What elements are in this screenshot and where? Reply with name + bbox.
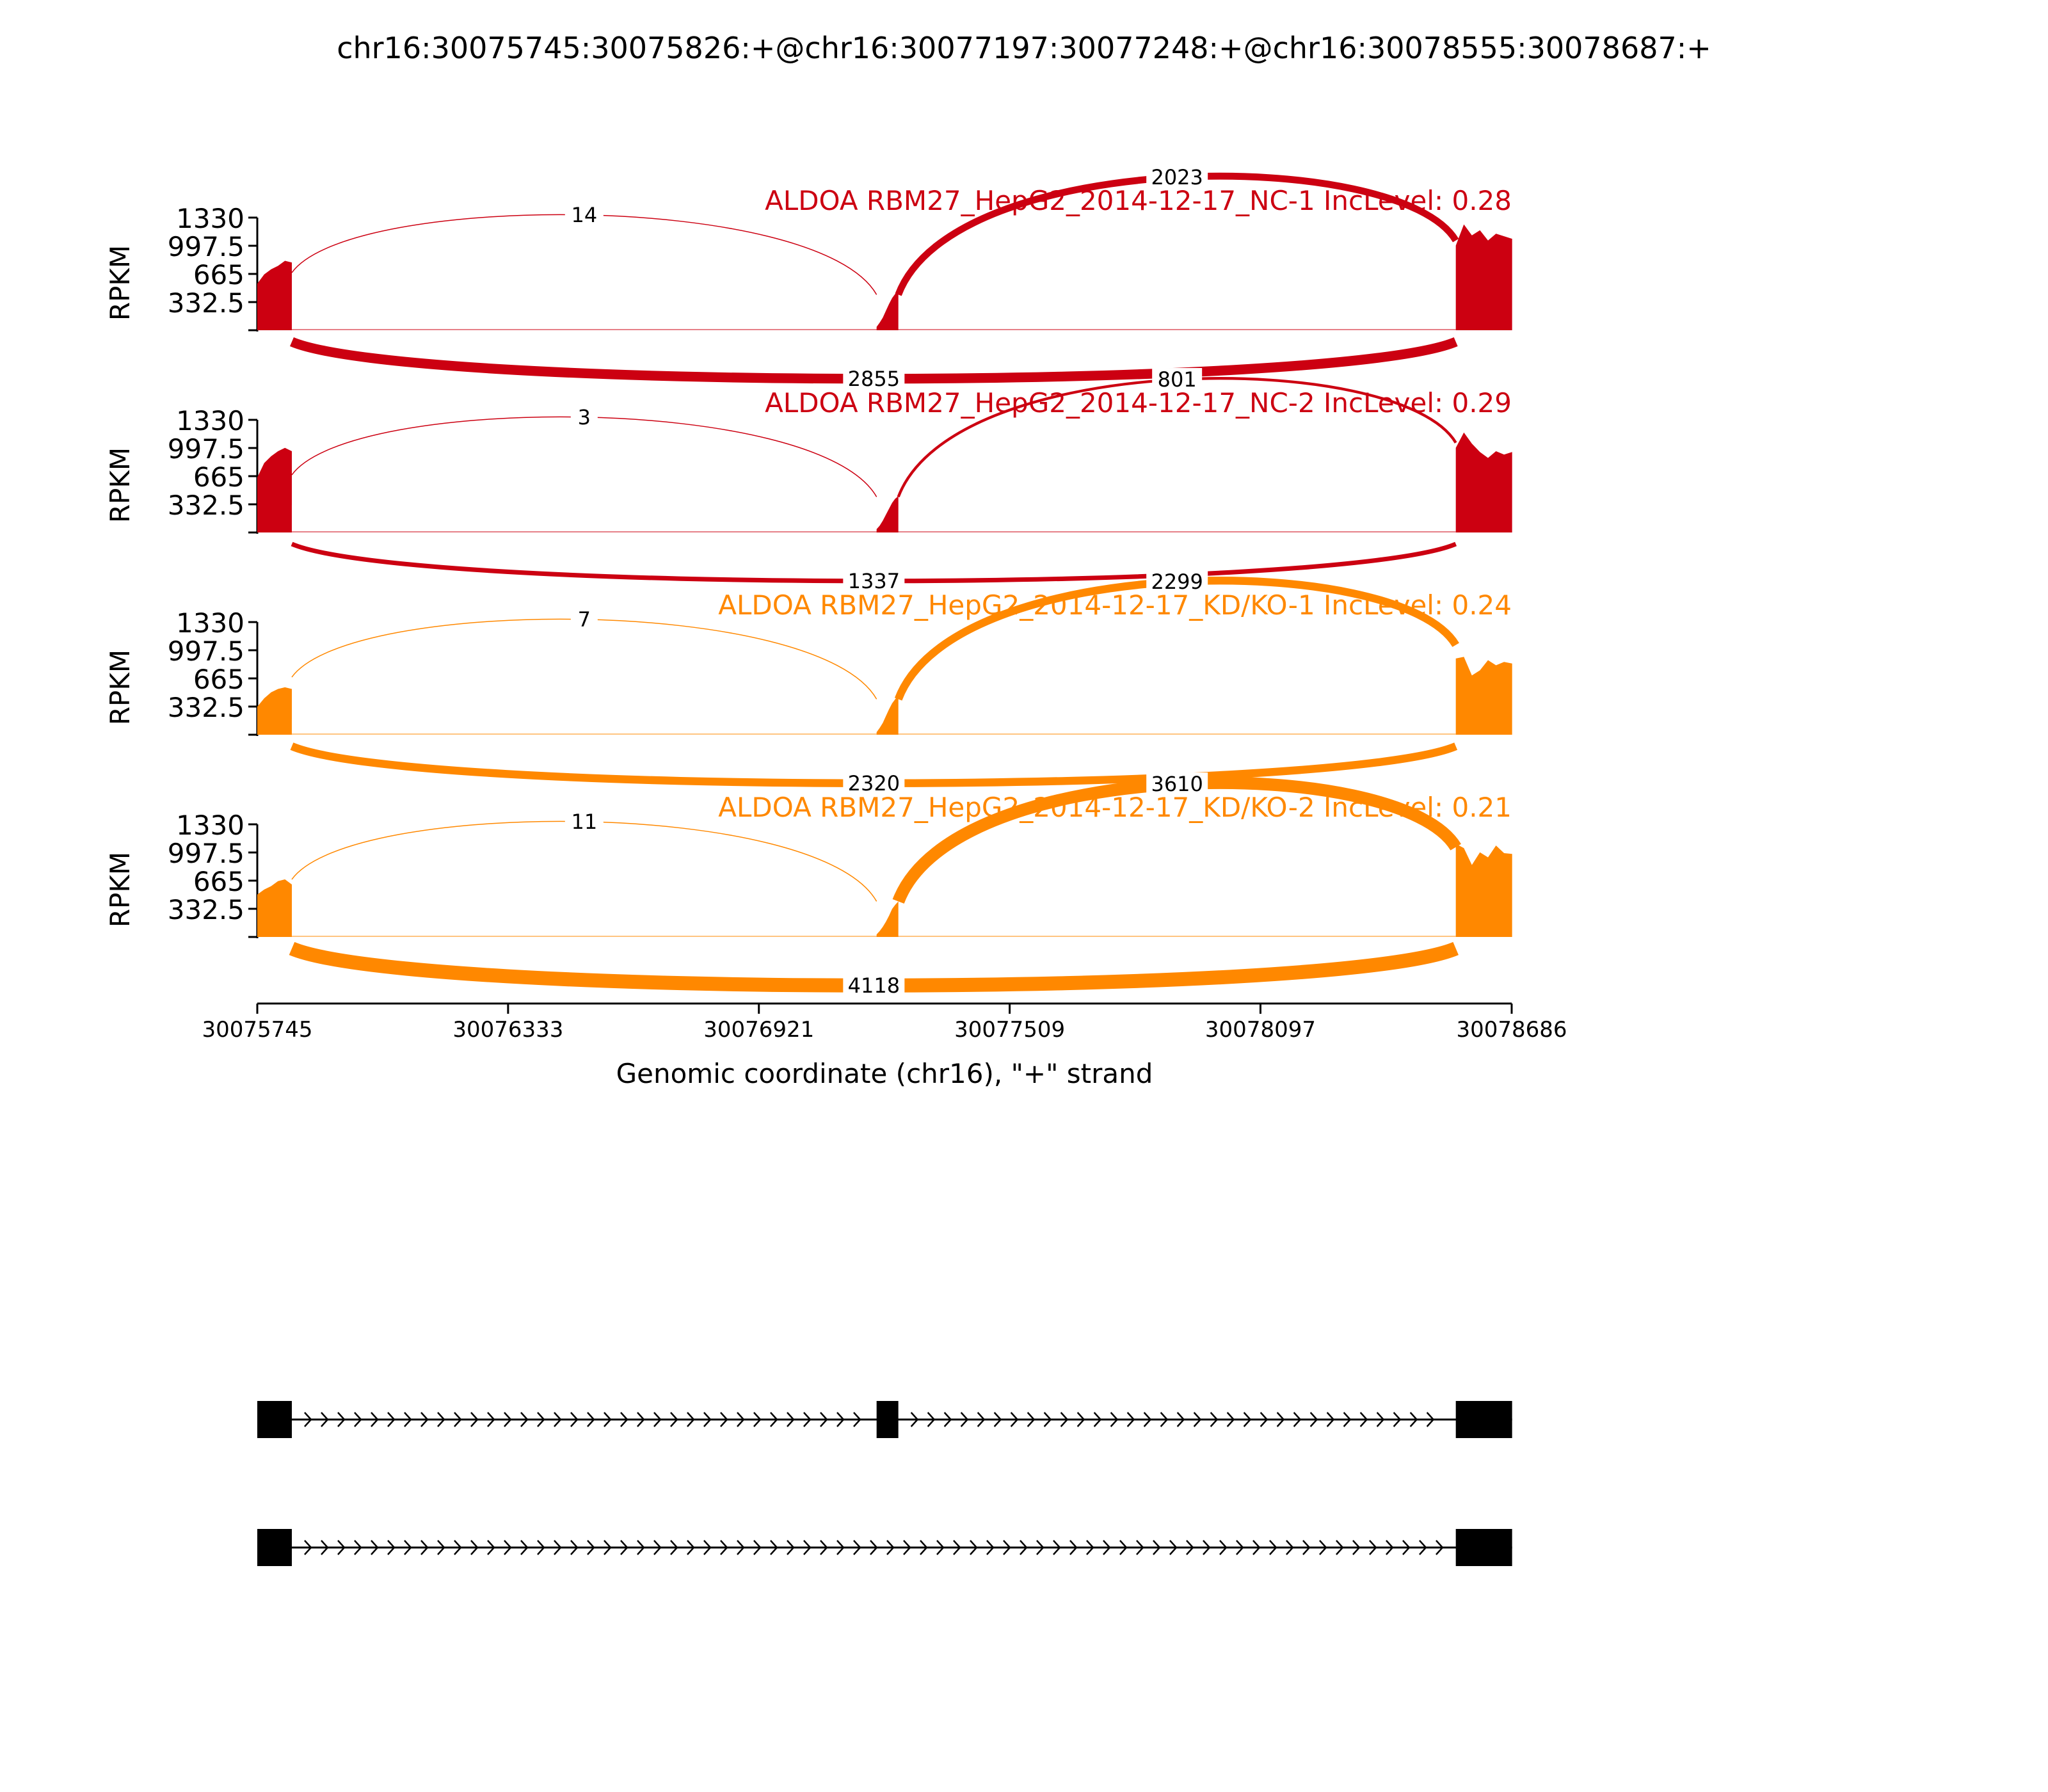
y-tick-label: 1330 [176, 203, 244, 234]
y-tick-label: 997.5 [167, 433, 244, 465]
junction-count-label: 2320 [847, 771, 900, 796]
junction-count-label: 1337 [847, 568, 900, 593]
junction-count-label: 2023 [1151, 165, 1203, 190]
x-axis-label: Genomic coordinate (chr16), "+" strand [616, 1058, 1153, 1089]
x-tick-label: 30078097 [1204, 1017, 1316, 1043]
coverage-exon-2 [877, 901, 899, 937]
exon-block-3 [1456, 1401, 1512, 1438]
coverage-exon-2 [877, 496, 899, 532]
y-axis-label: RPKM [104, 851, 136, 928]
y-tick-label: 1330 [176, 607, 244, 639]
panel-4 [104, 772, 1512, 998]
x-tick-label: 30077509 [954, 1017, 1066, 1043]
y-axis-label: RPKM [104, 649, 136, 726]
gene-model-2 [257, 1529, 1512, 1566]
x-tick-label: 30076921 [703, 1017, 815, 1043]
exon-block-2 [1456, 1529, 1512, 1566]
y-tick-label: 332.5 [167, 692, 244, 723]
coverage-exon-3 [1456, 657, 1512, 735]
y-tick-label: 332.5 [167, 490, 244, 521]
junction-count-label: 801 [1157, 367, 1197, 392]
exon-block-2 [877, 1401, 899, 1438]
sashimi-panels [104, 165, 1512, 998]
y-tick-label: 997.5 [167, 838, 244, 869]
junction-count-label: 3 [577, 404, 591, 429]
x-tick-label: 30078686 [1456, 1017, 1567, 1043]
sample-label: ALDOA RBM27_HepG2_2014-12-17_KD/KO-1 IncLevel: 0.24 [718, 589, 1512, 621]
x-tick-label: 30076333 [452, 1017, 564, 1043]
coverage-exon-2 [877, 290, 899, 331]
exon-block-1 [257, 1529, 292, 1566]
coverage-exon-1 [257, 687, 292, 735]
coverage-exon-3 [1456, 225, 1512, 330]
y-axis-label: RPKM [104, 244, 136, 321]
coverage-exon-1 [257, 879, 292, 937]
figure-title: chr16:30075745:30075826:+@chr16:30077197:30077248:+@chr16:30078555:30078687:+ [337, 31, 1711, 65]
panel-2 [104, 367, 1512, 593]
junction-count-label: 2299 [1151, 570, 1203, 595]
sample-label: ALDOA RBM27_HepG2_2014-12-17_NC-1 IncLevel: 0.28 [765, 185, 1512, 216]
y-tick-label: 665 [193, 461, 244, 493]
coverage-exon-3 [1456, 433, 1512, 532]
y-axis-label: RPKM [104, 447, 136, 524]
y-tick-label: 1330 [176, 405, 244, 436]
x-axis [202, 1004, 1567, 1089]
y-tick-label: 665 [193, 866, 244, 897]
coverage-exon-3 [1456, 844, 1512, 937]
coverage-exon-1 [257, 261, 292, 331]
panel-1 [104, 165, 1512, 391]
coverage-exon-1 [257, 448, 292, 532]
sample-label: ALDOA RBM27_HepG2_2014-12-17_KD/KO-2 IncLevel: 0.21 [718, 792, 1512, 823]
junction-count-label: 3610 [1151, 772, 1203, 797]
gene-model-1 [257, 1401, 1512, 1438]
coverage-exon-2 [877, 696, 899, 735]
panel-3 [104, 570, 1512, 796]
y-tick-label: 332.5 [167, 287, 244, 319]
exon-block-1 [257, 1401, 292, 1438]
y-tick-label: 997.5 [167, 636, 244, 667]
x-tick-label: 30075745 [202, 1017, 313, 1043]
y-tick-label: 997.5 [167, 231, 244, 262]
junction-count-label: 4118 [847, 973, 900, 998]
y-tick-label: 1330 [176, 810, 244, 841]
y-tick-label: 665 [193, 664, 244, 695]
junction-count-label: 2855 [847, 366, 900, 391]
y-tick-label: 332.5 [167, 894, 244, 925]
junction-count-label: 11 [571, 809, 598, 834]
gene-models [257, 1401, 1512, 1566]
junction-count-label: 7 [577, 607, 591, 632]
sample-label: ALDOA RBM27_HepG2_2014-12-17_NC-2 IncLevel: 0.29 [765, 387, 1512, 419]
junction-count-label: 14 [571, 202, 598, 227]
y-tick-label: 665 [193, 259, 244, 291]
